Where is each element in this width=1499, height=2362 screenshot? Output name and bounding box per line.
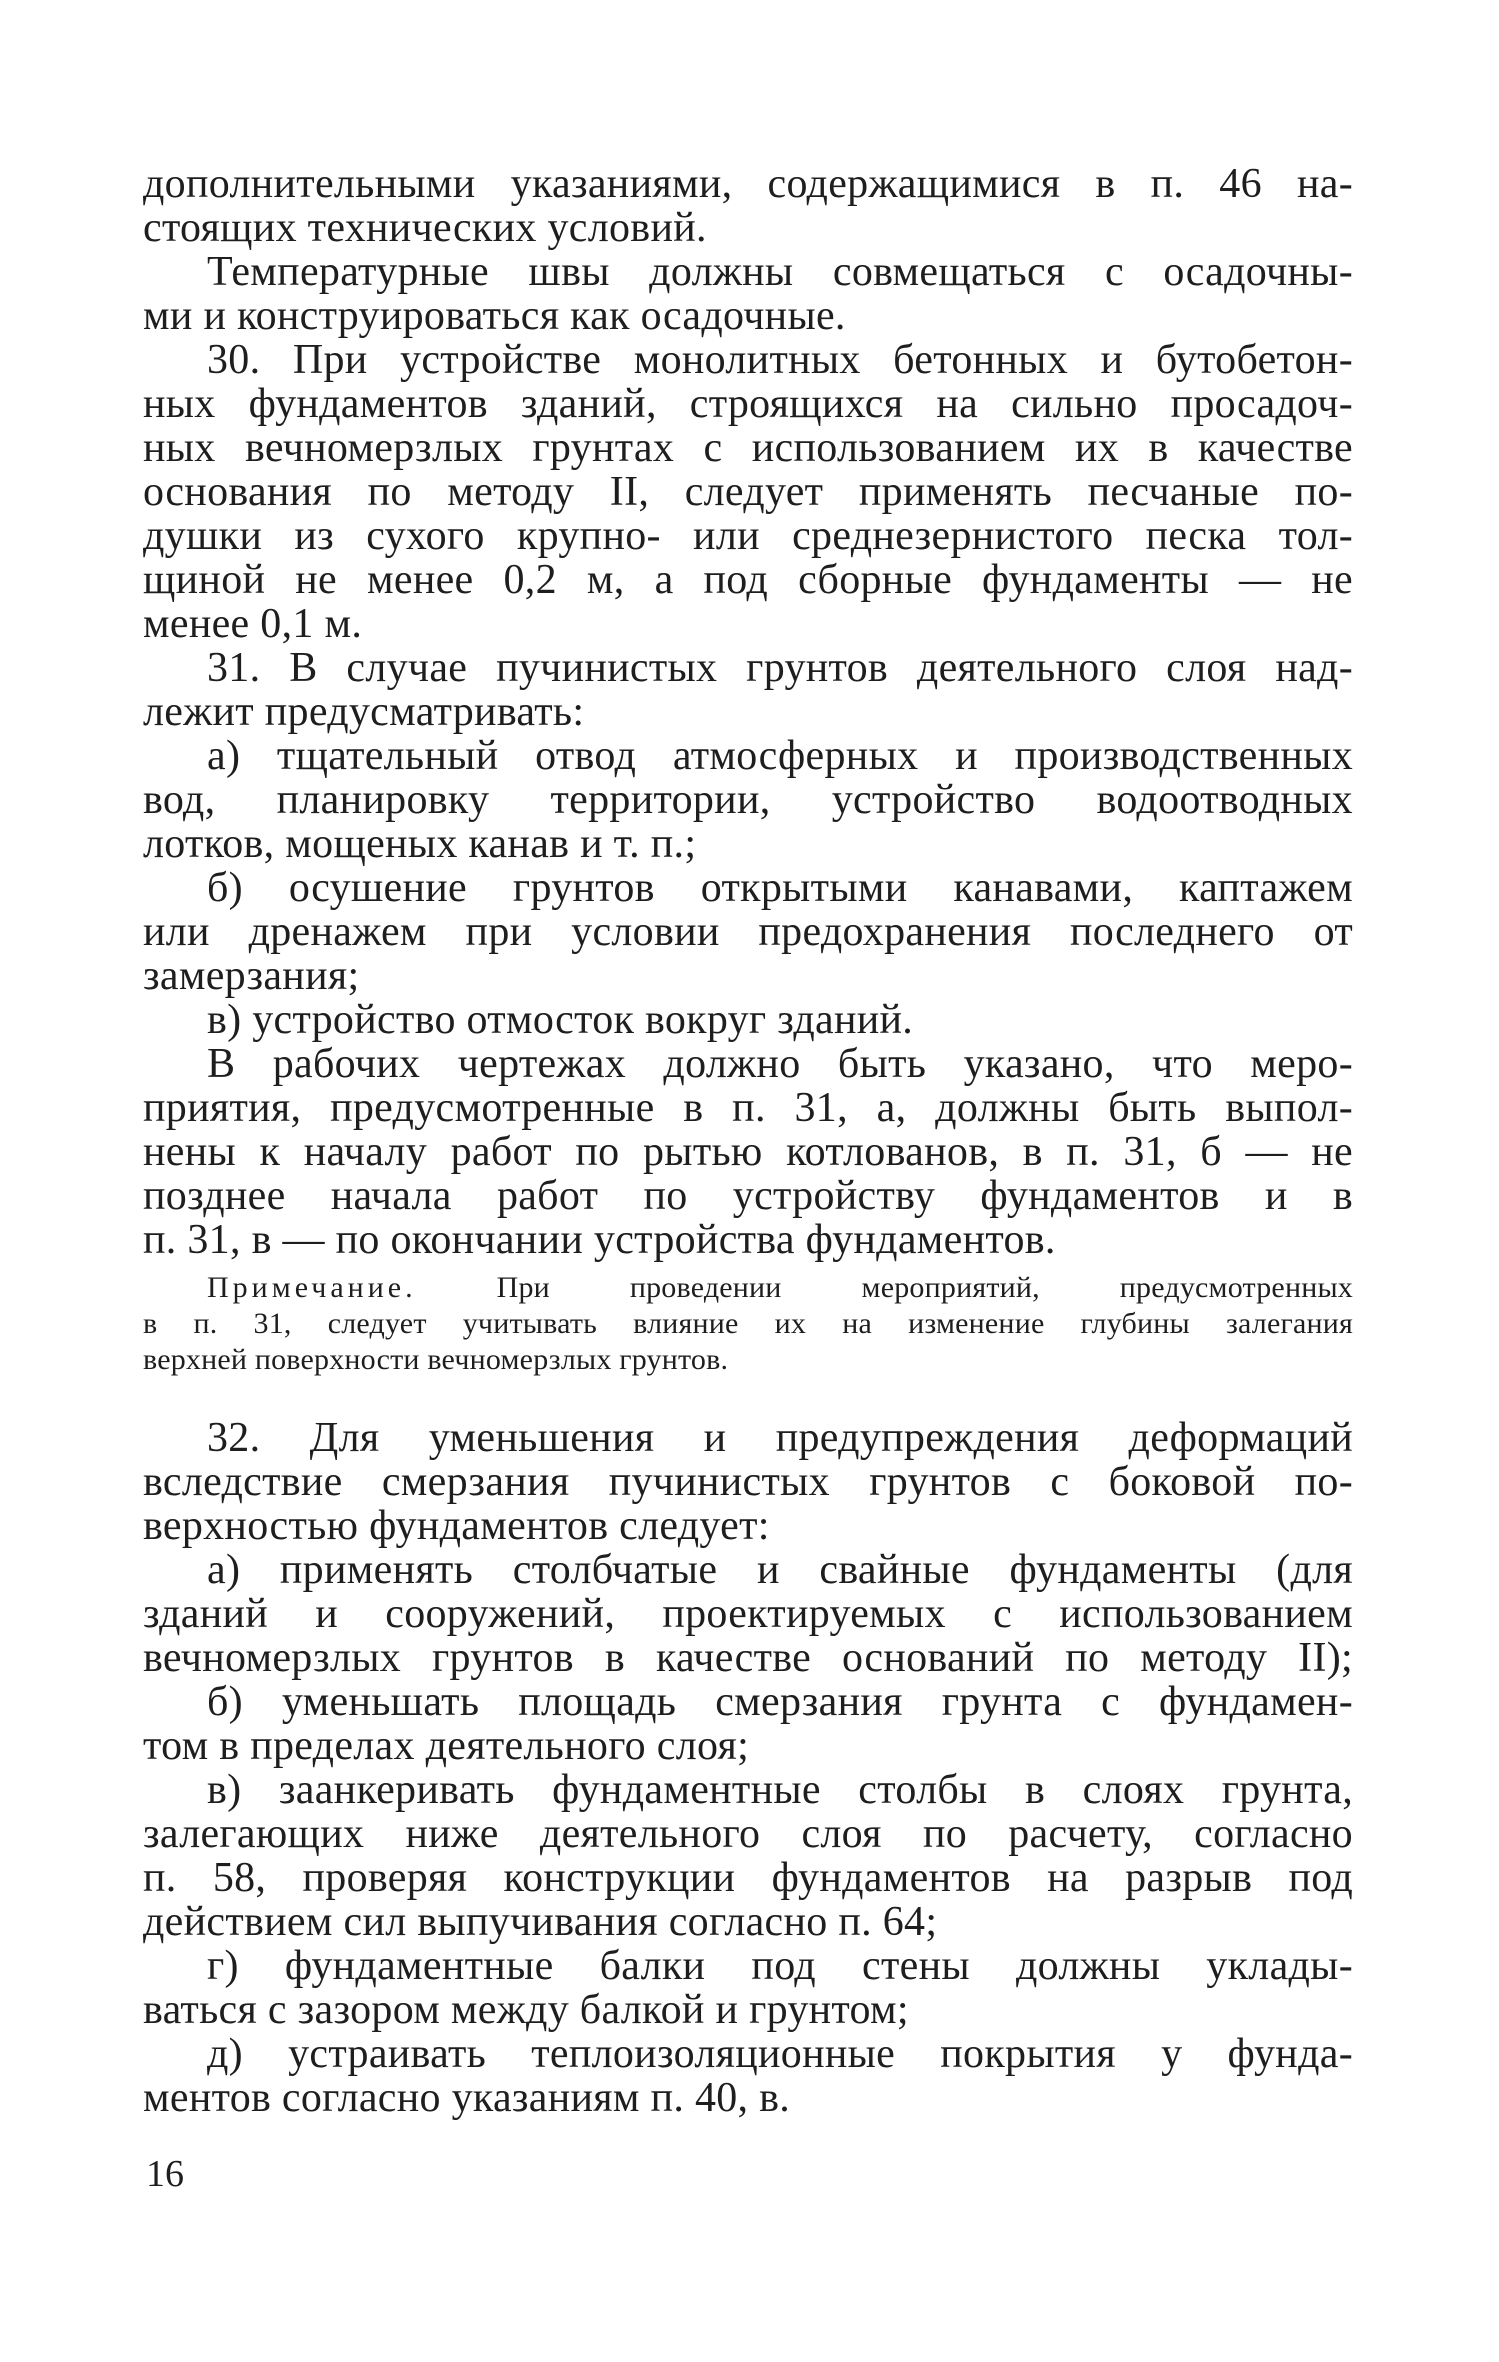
list-item-line: а) применять столбчатые и свайные фундаменты (для — [207, 1547, 1353, 1593]
list-item-line: д) устраивать теплоизоляционные покрытия у фунда- — [207, 2031, 1353, 2077]
note-text: При проведении мероприятий, предусмотренных — [496, 1271, 1354, 1304]
text-line: ваться с зазором между балкой и грунтом; — [143, 1987, 909, 2033]
text-line: позднее начала работ по устройству фундаментов и в — [143, 1173, 1353, 1219]
text-line: замерзания; — [143, 953, 360, 999]
note-line: в п. 31, следует учитывать влияние их на изменение глубины залегания — [143, 1307, 1353, 1340]
text-line: приятия, предусмотренные в п. 31, а, должны быть выпол- — [143, 1085, 1353, 1131]
list-item-line: в) заанкеривать фундаментные столбы в слоях грунта, — [207, 1767, 1353, 1813]
list-item-line: б) осушение грунтов открытыми канавами, каптажем — [207, 865, 1353, 911]
text-line: нены к началу работ по рытью котлованов, в п. 31, б — не — [143, 1129, 1353, 1175]
clause-32-line: 32. Для уменьшения и предупреждения деформаций — [207, 1415, 1353, 1461]
text-block-1 — [143, 162, 1353, 1262]
text-block-2 — [143, 1416, 1353, 2120]
list-item-line: а) тщательный отвод атмосферных и производственных — [207, 733, 1353, 779]
note-lead: Примечание. — [207, 1271, 417, 1304]
text-line: менее 0,1 м. — [143, 601, 363, 647]
text-line: ментов согласно указаниям п. 40, в. — [143, 2075, 791, 2121]
clause-30-line: 30. При устройстве монолитных бетонных и бутобетон- — [207, 337, 1353, 383]
text-line: душки из сухого крупно- или среднезернистого песка тол- — [143, 513, 1353, 559]
text-line: В рабочих чертежах должно быть указано, что меро- — [207, 1041, 1353, 1087]
text-line: п. 58, проверяя конструкции фундаментов на разрыв под — [143, 1855, 1353, 1901]
document-page — [143, 162, 1353, 2120]
text-line: щиной не менее 0,2 м, а под сборные фундаменты — не — [143, 557, 1353, 603]
page-number: 16 — [146, 2153, 184, 2195]
text-line: том в пределах деятельного слоя; — [143, 1723, 750, 1769]
text-line: или дренажем при условии предохранения последнего от — [143, 909, 1353, 955]
list-item-line: г) фундаментные балки под стены должны уклады- — [207, 1943, 1353, 1989]
text-line: вечномерзлых грунтов в качестве оснований по методу II); — [143, 1635, 1353, 1681]
text-line: вод, планировку территории, устройство водоотводных — [143, 777, 1353, 823]
text-line: зданий и сооружений, проектируемых с использованием — [143, 1591, 1353, 1637]
note-line: верхней поверхности вечномерзлых грунтов. — [143, 1343, 729, 1376]
list-item-line: в) устройство отмосток вокруг зданий. — [207, 997, 914, 1043]
text-line: ми и конструироваться как осадочные. — [143, 293, 846, 339]
text-line: п. 31, в — по окончании устройства фундаментов. — [143, 1217, 1056, 1263]
text-line: стоящих технических условий. — [143, 205, 707, 251]
text-line: Температурные швы должны совмещаться с осадочны- — [207, 249, 1353, 295]
note-line — [143, 1270, 1353, 1306]
text-line: вследствие смерзания пучинистых грунтов с боковой по- — [143, 1459, 1353, 1505]
text-line: лежит предусматривать: — [143, 689, 585, 735]
clause-31-line: 31. В случае пучинистых грунтов деятельного слоя над- — [207, 645, 1353, 691]
text-line: ных фундаментов зданий, строящихся на сильно просадоч- — [143, 381, 1353, 427]
note-block — [143, 1270, 1353, 1378]
list-item-line: б) уменьшать площадь смерзания грунта с фундамен- — [207, 1679, 1353, 1725]
text-line: основания по методу II, следует применять песчаные по- — [143, 469, 1353, 515]
text-line: лотков, мощеных канав и т. п.; — [143, 821, 697, 867]
text-line: дополнительными указаниями, содержащимися в п. 46 на- — [143, 161, 1353, 207]
text-line: действием сил выпучивания согласно п. 64; — [143, 1899, 938, 1945]
text-line: ных вечномерзлых грунтах с использованием их в качестве — [143, 425, 1353, 471]
text-line: залегающих ниже деятельного слоя по расчету, согласно — [143, 1811, 1353, 1857]
text-line: верхностью фундаментов следует: — [143, 1503, 770, 1549]
